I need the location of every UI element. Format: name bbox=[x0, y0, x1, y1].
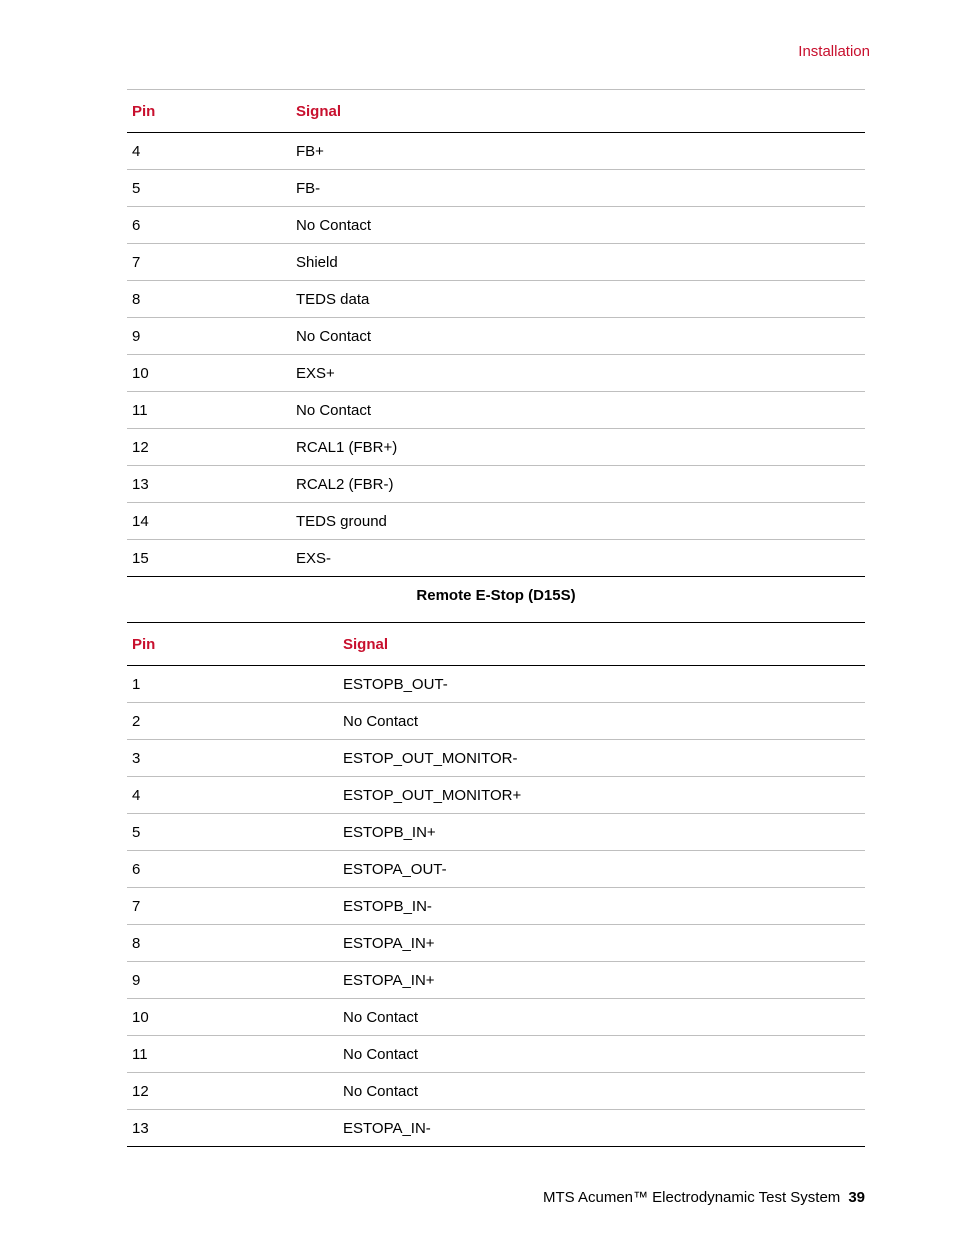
footer-document-title: MTS Acumen™ Electrodynamic Test System bbox=[542, 1189, 841, 1206]
table-row bbox=[127, 392, 865, 429]
pin-cell: 13 bbox=[127, 466, 291, 503]
page-footer bbox=[543, 1189, 865, 1206]
table-row bbox=[127, 207, 865, 244]
signal-cell: ESTOP_OUT_MONITOR- bbox=[338, 740, 865, 777]
signal-cell: ESTOPA_IN+ bbox=[338, 925, 865, 962]
pin-cell: 7 bbox=[127, 244, 291, 281]
pin-cell: 6 bbox=[127, 207, 291, 244]
pin-cell: 11 bbox=[127, 1036, 338, 1073]
pin-cell: 10 bbox=[127, 355, 291, 392]
signal-cell: No Contact bbox=[338, 999, 865, 1036]
table-row bbox=[127, 740, 865, 777]
table-row bbox=[127, 777, 865, 814]
signal-cell: TEDS data bbox=[291, 281, 865, 318]
table-row bbox=[127, 925, 865, 962]
table-row bbox=[127, 355, 865, 392]
pin-cell: 3 bbox=[127, 740, 338, 777]
signal-cell: No Contact bbox=[338, 703, 865, 740]
pin-cell: 14 bbox=[127, 503, 291, 540]
signal-cell: FB- bbox=[291, 170, 865, 207]
signal-cell: RCAL1 (FBR+) bbox=[291, 429, 865, 466]
table-row bbox=[127, 133, 865, 170]
table-header-row bbox=[127, 90, 865, 133]
signal-cell: ESTOPA_OUT- bbox=[338, 851, 865, 888]
pinout-table bbox=[127, 89, 865, 577]
signal-cell: FB+ bbox=[291, 133, 865, 170]
pin-cell: 12 bbox=[127, 1073, 338, 1110]
table-row bbox=[127, 170, 865, 207]
signal-cell: RCAL2 (FBR-) bbox=[291, 466, 865, 503]
table-row bbox=[127, 962, 865, 999]
page-number: 39 bbox=[848, 1189, 865, 1206]
remote-estop-pinout-table bbox=[127, 622, 865, 1147]
signal-cell: ESTOPB_OUT- bbox=[338, 666, 865, 703]
table-row bbox=[127, 888, 865, 925]
table-row bbox=[127, 703, 865, 740]
pin-cell: 4 bbox=[127, 133, 291, 170]
table-row bbox=[127, 503, 865, 540]
signal-cell: EXS+ bbox=[291, 355, 865, 392]
pin-cell: 5 bbox=[127, 814, 338, 851]
table-caption-remote-estop: Remote E-Stop (D15S) bbox=[416, 587, 576, 604]
pin-cell: 5 bbox=[127, 170, 291, 207]
column-header-pin: Pin bbox=[127, 90, 291, 133]
pin-cell: 13 bbox=[127, 1110, 338, 1147]
signal-cell: ESTOPA_IN+ bbox=[338, 962, 865, 999]
pin-cell: 8 bbox=[127, 281, 291, 318]
table-row bbox=[127, 999, 865, 1036]
table-row bbox=[127, 244, 865, 281]
pin-cell: 7 bbox=[127, 888, 338, 925]
pin-cell: 6 bbox=[127, 851, 338, 888]
signal-cell: ESTOPA_IN- bbox=[338, 1110, 865, 1147]
table-row bbox=[127, 666, 865, 703]
table-row bbox=[127, 466, 865, 503]
running-header-section: Installation bbox=[798, 43, 870, 60]
signal-cell: Shield bbox=[291, 244, 865, 281]
table-row bbox=[127, 281, 865, 318]
signal-cell: No Contact bbox=[338, 1036, 865, 1073]
pin-cell: 12 bbox=[127, 429, 291, 466]
signal-cell: No Contact bbox=[338, 1073, 865, 1110]
table-header-row bbox=[127, 623, 865, 666]
pin-cell: 15 bbox=[127, 540, 291, 577]
signal-cell: No Contact bbox=[291, 392, 865, 429]
table-row bbox=[127, 429, 865, 466]
signal-cell: ESTOPB_IN- bbox=[338, 888, 865, 925]
pin-cell: 9 bbox=[127, 962, 338, 999]
column-header-signal: Signal bbox=[338, 623, 865, 666]
pin-cell: 10 bbox=[127, 999, 338, 1036]
column-header-pin: Pin bbox=[127, 623, 338, 666]
table-row bbox=[127, 540, 865, 577]
signal-cell: EXS- bbox=[291, 540, 865, 577]
signal-cell: No Contact bbox=[291, 207, 865, 244]
signal-cell: ESTOP_OUT_MONITOR+ bbox=[338, 777, 865, 814]
pin-cell: 8 bbox=[127, 925, 338, 962]
signal-cell: No Contact bbox=[291, 318, 865, 355]
table-row bbox=[127, 1110, 865, 1147]
signal-cell: ESTOPB_IN+ bbox=[338, 814, 865, 851]
pin-cell: 4 bbox=[127, 777, 338, 814]
signal-cell: TEDS ground bbox=[291, 503, 865, 540]
table-row bbox=[127, 1073, 865, 1110]
pin-cell: 11 bbox=[127, 392, 291, 429]
table-row bbox=[127, 1036, 865, 1073]
table-row bbox=[127, 318, 865, 355]
column-header-signal: Signal bbox=[291, 90, 865, 133]
pin-cell: 1 bbox=[127, 666, 338, 703]
table-row bbox=[127, 851, 865, 888]
table-row bbox=[127, 814, 865, 851]
pin-cell: 9 bbox=[127, 318, 291, 355]
pin-cell: 2 bbox=[127, 703, 338, 740]
